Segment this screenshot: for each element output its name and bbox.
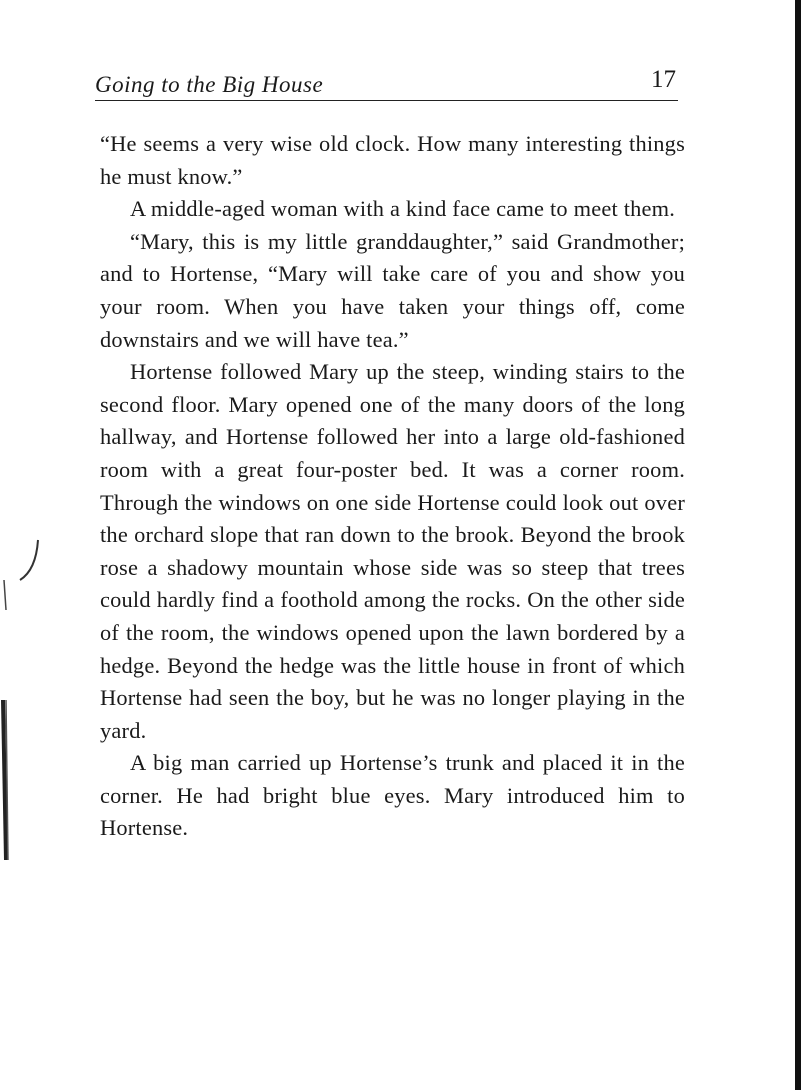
- scan-edge-shadow: [795, 0, 801, 1090]
- body-text: [100, 128, 685, 845]
- paragraph: A big man carried up Hortense’s trunk and placed it in the corner. He had bright blue eyes. Mary introduced him to Hortense.: [100, 750, 685, 841]
- paragraph: “Mary, this is my little granddaughter,” said Grandmother; and to Hortense, “Mary will take care of you and show you your room. When you have taken your things off, come downstairs and we will have tea.”: [100, 228, 685, 352]
- scan-binding-marks: [0, 520, 40, 940]
- paragraph: “He seems a very wise old clock. How many interesting things he must know.”: [100, 131, 685, 189]
- running-head: [95, 66, 678, 101]
- paragraph: Hortense followed Mary up the steep, winding stairs to the second floor. Mary opened one of the many doors of the long hallway, and Hortense followed her into a large old-fashioned room with a great four-poster bed. It was a corner room. Through the windows on one side Hortense could look out over the orchard slope that ran down to the brook. Beyond the brook rose a shadowy mountain whose side was so steep that trees could hardly find a foothold among the rocks. On the other side of the room, the windows opened upon the lawn bordered by a hedge. Beyond the hedge was the little house in front of which Hortense had seen the boy, but he was no longer playing in the yard.: [100, 359, 685, 743]
- paragraph: A middle-aged woman with a kind face came to meet them.: [130, 196, 676, 222]
- chapter-title: Going to the Big House: [95, 72, 324, 97]
- page-number: 17: [651, 66, 676, 93]
